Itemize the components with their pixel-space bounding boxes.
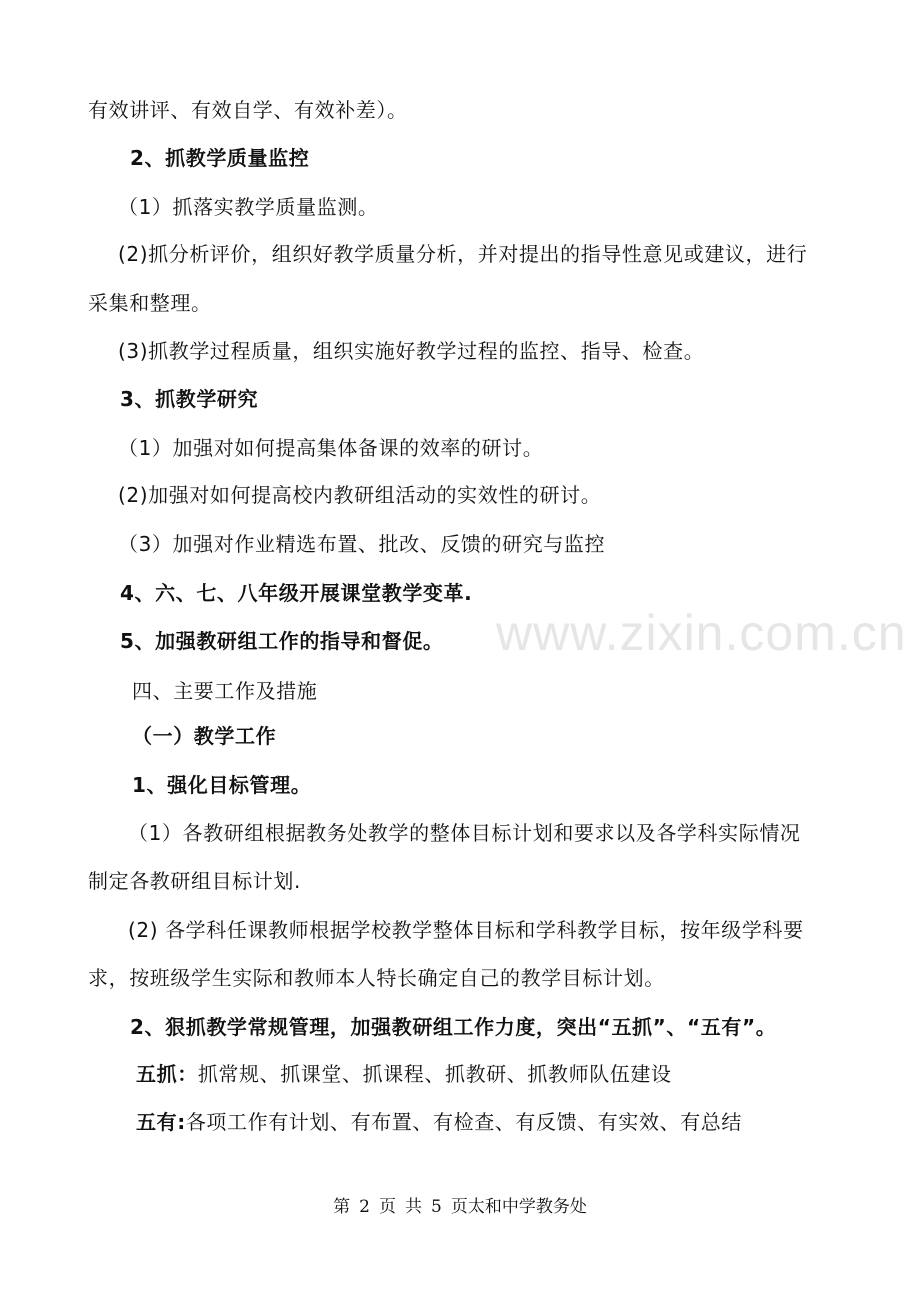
- chapter-heading: 四、主要工作及措施: [132, 679, 318, 703]
- paragraph-line: 求，按班级学生实际和教师本人特长确定自己的教学目标计划。: [88, 966, 665, 990]
- footer-ye: 页: [379, 1197, 396, 1217]
- footer-gong: 共: [405, 1197, 422, 1217]
- section-heading: 5、加强教研组工作的指导和督促。: [120, 629, 444, 653]
- list-item: （1）加强对如何提高集体备课的效率的研讨。: [118, 436, 544, 460]
- section-heading: 2、抓教学质量监控: [130, 146, 310, 170]
- wuzhua-text: 抓常规、抓课堂、抓课程、抓教研、抓教师队伍建设: [197, 1062, 672, 1086]
- footer-source: 页太和中学教务处: [450, 1197, 587, 1217]
- wuyou-text: 各项工作有计划、有布置、有检查、有反馈、有实效、有总结: [185, 1110, 743, 1134]
- wuyou-label: 五有:: [136, 1110, 186, 1134]
- subchapter-heading: （一）教学工作: [132, 724, 277, 748]
- section-heading: 3、抓教学研究: [120, 387, 259, 411]
- section-heading: 4、六、七、八年级开展课堂教学变革.: [120, 581, 473, 605]
- list-item: （1）各教研组根据教务处教学的整体目标计划和要求以及各学科实际情况: [128, 821, 801, 845]
- paragraph-line: 有效讲评、有效自学、有效补差）。: [88, 98, 408, 122]
- wuyou-line: [136, 1109, 742, 1135]
- page-footer: [0, 1196, 920, 1218]
- paragraph-line: 采集和整理。: [88, 291, 212, 315]
- watermark: www.zixin.com.cn: [496, 605, 907, 661]
- wuzhua-line: [136, 1061, 672, 1087]
- list-item: (2)抓分析评价，组织好教学质量分析，并对提出的指导性意见或建议，进行: [118, 242, 808, 266]
- section-heading: 1、强化目标管理。: [132, 773, 312, 797]
- footer-page-number: 2: [359, 1197, 370, 1217]
- footer-total-pages: 5: [431, 1197, 442, 1217]
- paragraph-line: 制定各教研组目标计划.: [88, 869, 301, 893]
- wuzhua-label: 五抓：: [136, 1062, 198, 1086]
- list-item: （1）抓落实教学质量监测。: [118, 195, 379, 219]
- footer-di: 第: [333, 1197, 351, 1217]
- list-item: (2) 各学科任课教师根据学校教学整体目标和学科教学目标，按年级学科要: [128, 918, 804, 942]
- list-item: (2)加强对如何提高校内教研组活动的实效性的研讨。: [118, 483, 602, 507]
- section-heading: 2、狠抓教学常规管理，加强教研组工作力度，突出“五抓”、“五有”。: [130, 1015, 777, 1039]
- list-item: （3）加强对作业精选布置、批改、反馈的研究与监控: [118, 532, 606, 556]
- list-item: (3)抓教学过程质量，组织实施好教学过程的监控、指导、检查。: [118, 339, 705, 363]
